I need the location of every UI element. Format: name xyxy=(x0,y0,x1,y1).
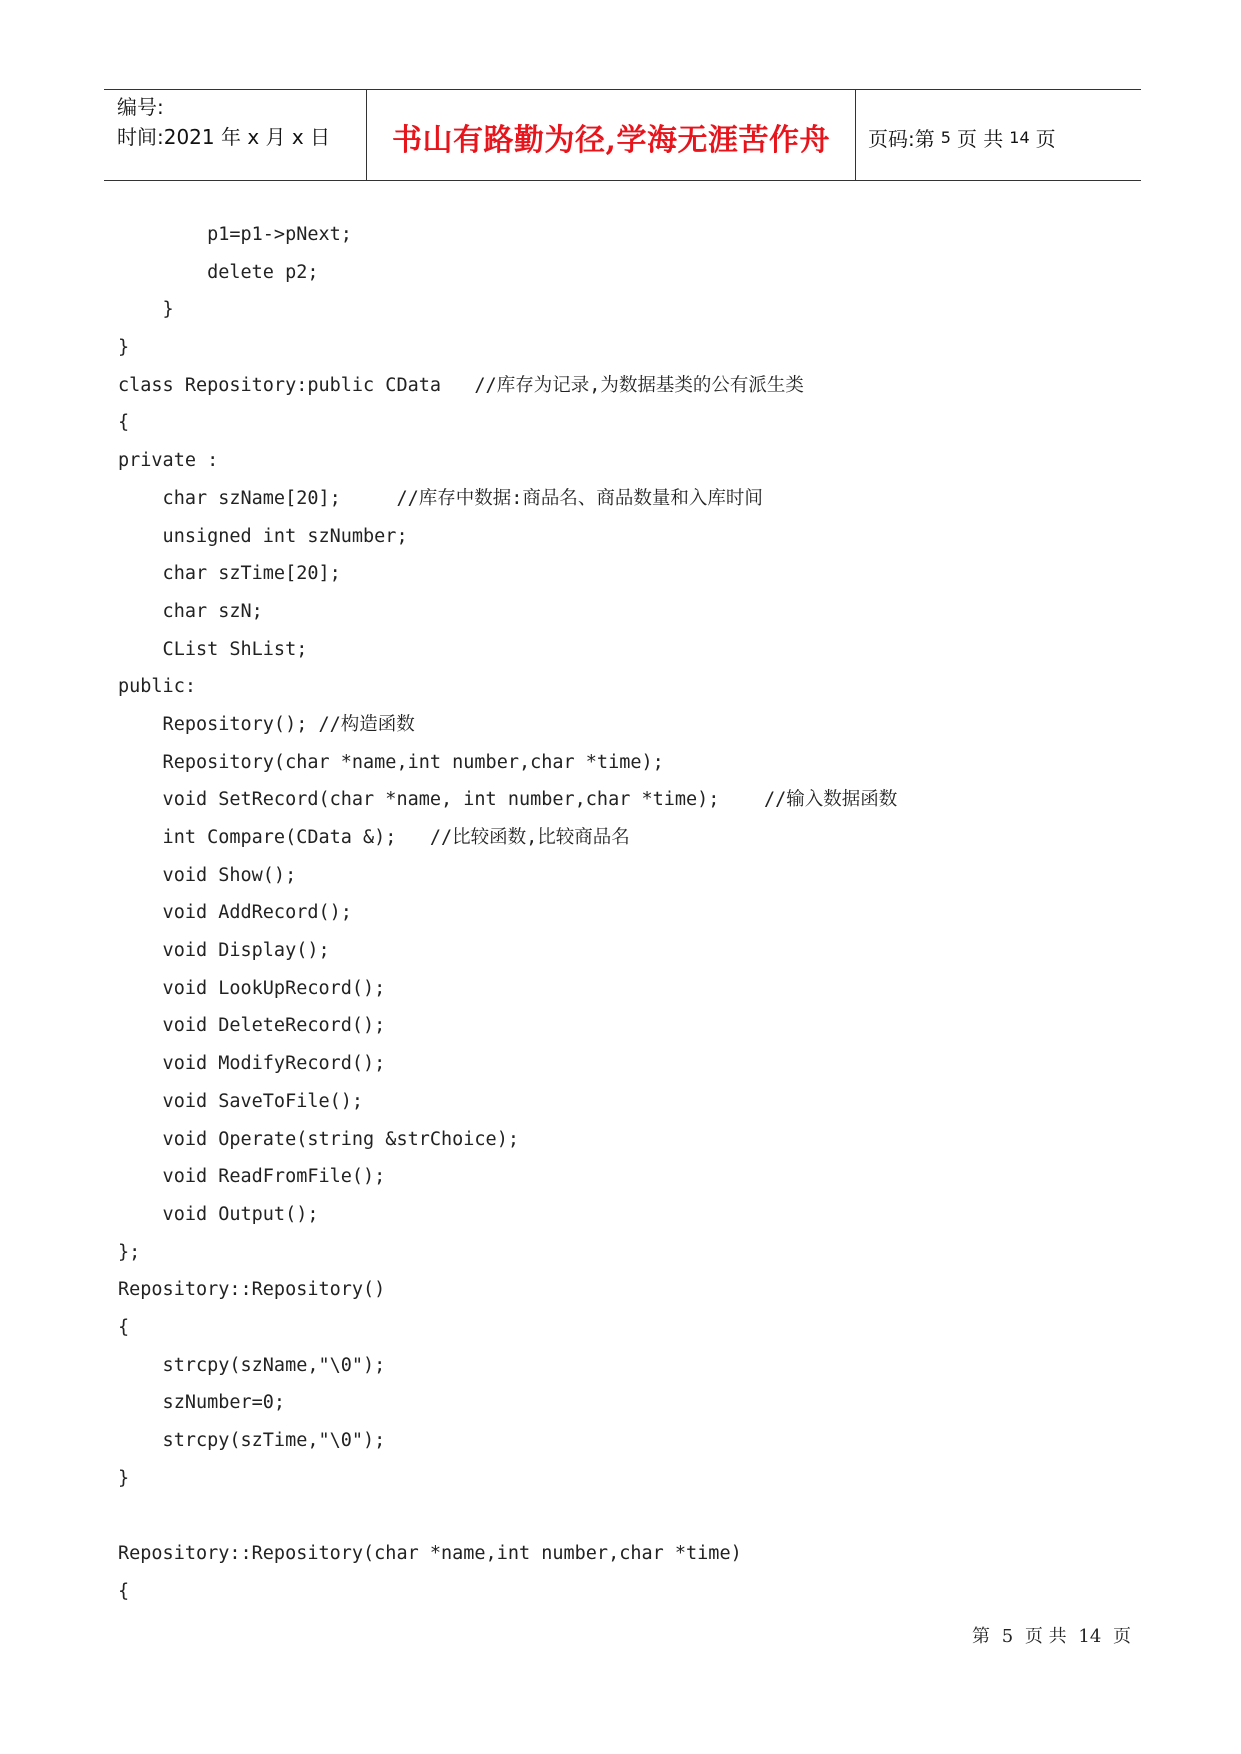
code-line: class Repository:public CData //库存为记录,为数据基类的公有派生类 xyxy=(118,374,804,396)
code-line: void SaveToFile(); xyxy=(118,1090,364,1112)
code-line: } xyxy=(118,337,130,359)
code-line: void Operate(string &strChoice); xyxy=(118,1128,519,1150)
header-motto-cell xyxy=(367,90,856,180)
code-line: Repository(); //构造函数 xyxy=(118,713,415,735)
code-line: char szTime[20]; xyxy=(118,563,341,585)
code-line: strcpy(szTime,"\0"); xyxy=(118,1430,386,1451)
code-line: int Compare(CData &); //比较函数,比较商品名 xyxy=(118,827,630,848)
header-page-mid: 页 共 xyxy=(956,126,1004,151)
code-line: void SetRecord(char *name, int number,char *time); //输入数据函数 xyxy=(118,789,898,811)
code-line: char szN; xyxy=(118,600,263,622)
code-line: { xyxy=(118,1316,130,1338)
code-line: { xyxy=(118,412,130,434)
page-header xyxy=(104,89,1141,181)
code-line: void LookUpRecord(); xyxy=(118,977,386,999)
footer-mid: 页 共 xyxy=(1024,1626,1067,1647)
time-label: 时间:2021 年 x 月 x 日 xyxy=(117,125,331,149)
footer-suffix: 页 xyxy=(1113,1626,1132,1647)
code-line: char szName[20]; //库存中数据:商品名、商品数量和入库时间 xyxy=(118,487,763,509)
motto-text: 书山有路勤为径,学海无涯苦作舟 xyxy=(392,123,830,158)
header-page-current: 5 xyxy=(940,127,951,147)
code-line: void Output(); xyxy=(118,1203,319,1225)
header-page-suffix: 页 xyxy=(1035,126,1056,151)
code-line: Repository::Repository(char *name,int number,char *time) xyxy=(118,1543,742,1565)
code-line: unsigned int szNumber; xyxy=(118,525,408,547)
code-line: delete p2; xyxy=(118,261,319,283)
code-line: }; xyxy=(118,1241,141,1263)
code-line: strcpy(szName,"\0"); xyxy=(118,1354,386,1376)
header-page-total: 14 xyxy=(1009,127,1030,147)
code-line: } xyxy=(118,299,174,321)
code-listing xyxy=(118,216,1118,1610)
code-line: { xyxy=(118,1580,130,1602)
code-line: CList ShList; xyxy=(118,638,308,660)
code-line: void ReadFromFile(); xyxy=(118,1166,386,1188)
serial-number-label: 编号: xyxy=(117,95,164,119)
code-line: void DeleteRecord(); xyxy=(118,1015,386,1037)
page-footer xyxy=(972,1622,1137,1648)
code-line: void Show(); xyxy=(118,864,297,886)
code-line xyxy=(118,1497,1118,1535)
code-line: Repository(char *name,int number,char *time); xyxy=(118,751,664,773)
code-line: void Display(); xyxy=(118,940,330,962)
header-meta-cell xyxy=(104,90,367,180)
code-line: private : xyxy=(118,450,219,472)
code-line: szNumber=0; xyxy=(118,1392,286,1414)
code-line: } xyxy=(118,1467,130,1489)
code-line: void AddRecord(); xyxy=(118,902,352,924)
code-line: p1=p1->pNext; xyxy=(118,224,352,245)
code-line: Repository::Repository() xyxy=(118,1279,386,1301)
footer-prefix: 第 xyxy=(972,1626,990,1647)
code-line: public: xyxy=(118,676,196,698)
code-line: void ModifyRecord(); xyxy=(118,1053,386,1075)
header-page-cell xyxy=(856,90,1141,180)
footer-total-pages: 14 xyxy=(1078,1626,1102,1647)
header-page-prefix: 页码:第 xyxy=(868,126,935,151)
footer-current-page: 5 xyxy=(1001,1626,1014,1647)
